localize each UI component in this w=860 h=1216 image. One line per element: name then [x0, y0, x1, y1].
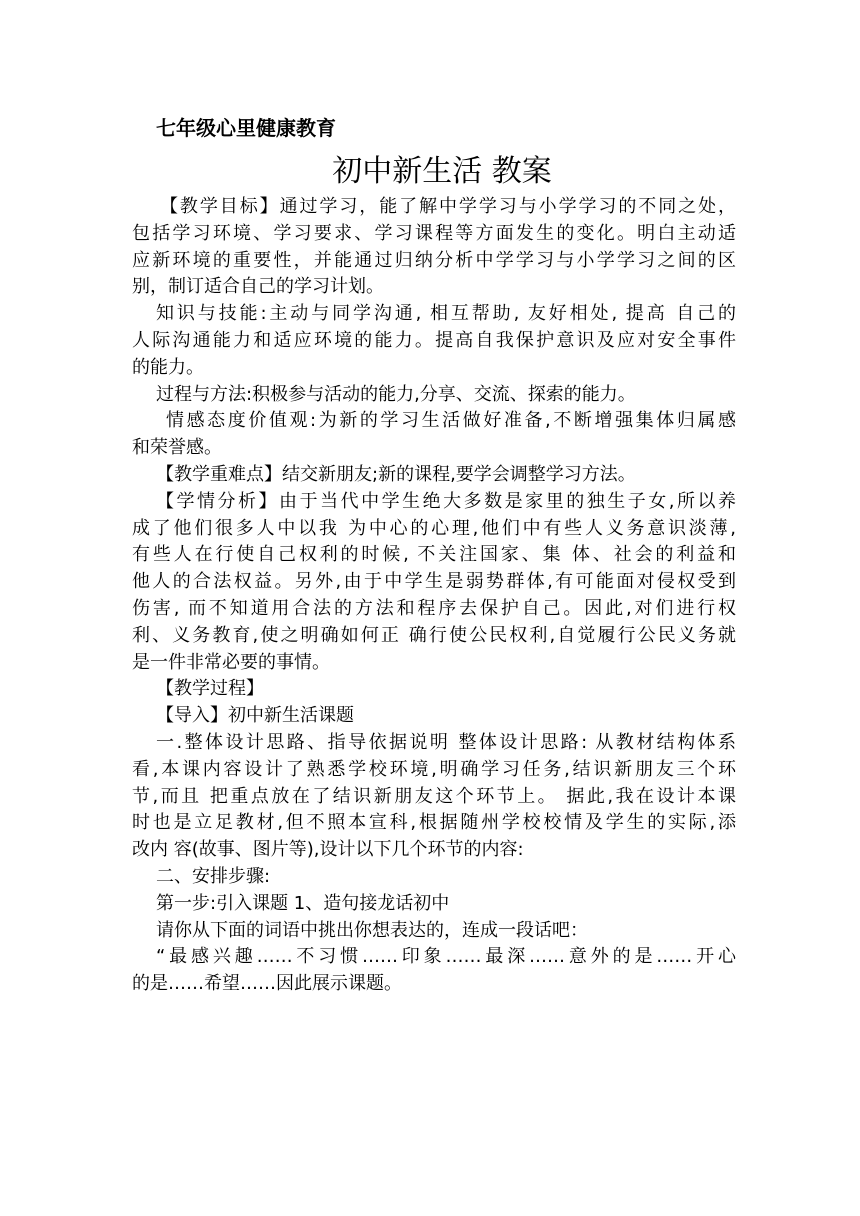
- text-line: 第一步:引入课题 1、造句接龙话初中: [156, 892, 450, 914]
- document-subtitle: 七年级心里健康教育: [156, 116, 336, 140]
- text-line: 知识与技能:主动与同学沟通, 相互帮助, 友好相处, 提高 自己的: [156, 303, 736, 325]
- text-line: 【教学重难点】结交新朋友;新的课程,要学会调整学习方法。: [156, 463, 636, 485]
- text-line: 是一件非常必要的事情。: [132, 651, 330, 673]
- document-title: 初中新生活 教案: [332, 154, 552, 189]
- text-line: 时也是立足教材,但不照本宣科,根据随州学校校情及学生的实际,添: [132, 812, 736, 834]
- text-line: 伤害, 而不知道用合法的方法和程序去保护自己。因此,对们进行权: [132, 597, 736, 619]
- text-line: 有些人在行使自己权利的时候, 不关注国家、集 体、社会的利益和: [132, 544, 736, 566]
- text-line: “最感兴趣……不习惯……印象……最深……意外的是……开心: [156, 946, 736, 968]
- text-line: 的能力。: [132, 356, 204, 378]
- text-line: 的是……希望……因此展示课题。: [132, 973, 402, 995]
- text-line: 他人的合法权益。另外,由于中学生是弱势群体,有可能面对侵权受到: [132, 571, 736, 593]
- text-line: 包括学习环境、学习要求、学习课程等方面发生的变化。明白主动适: [132, 222, 736, 244]
- text-line: 【教学目标】通过学习，能了解中学学习与小学学习的不同之处，: [160, 196, 736, 217]
- text-line: 看,本课内容设计了熟悉学校环境,明确学习任务,结识新朋友三个环: [132, 758, 736, 780]
- text-line: 和荣誉感。: [132, 437, 222, 459]
- text-line: 应新环境的重要性，并能通过归纳分析中学学习与小学学习之间的区: [132, 249, 736, 271]
- text-line: 一.整体设计思路、指导依据说明 整体设计思路: 从教材结构体系: [156, 731, 736, 753]
- text-line: 情感态度价值观:为新的学习生活做好准备,不断增强集体归属感: [166, 410, 736, 432]
- text-line: 人际沟通能力和适应环境的能力。提高自我保护意识及应对安全事件: [132, 329, 736, 351]
- text-line: 节,而且 把重点放在了结识新朋友这个环节上。 据此,我在设计本课: [132, 785, 736, 807]
- text-line: 过程与方法:积极参与活动的能力,分享、交流、探索的能力。: [156, 383, 636, 405]
- text-line: 成了他们很多人中以我 为中心的心理,他们中有些人义务意识淡薄,: [132, 517, 736, 539]
- text-line: 请你从下面的词语中挑出你想表达的，连成一段话吧：: [156, 919, 588, 941]
- text-line: 改内 容(故事、图片等),设计以下几个环节的内容:: [132, 839, 524, 861]
- text-line: 利、义务教育,使之明确如何正 确行使公民权利,自觉履行公民义务就: [132, 624, 736, 646]
- document-body: [132, 194, 736, 998]
- text-line: 【教学过程】: [156, 678, 264, 700]
- text-line: 【导入】初中新生活课题: [156, 705, 354, 727]
- text-line: 二、安排步骤:: [156, 865, 271, 887]
- text-line: 【学情分析】由于当代中学生绝大多数是家里的独生子女,所以养: [156, 490, 736, 512]
- text-line: 别，制订适合自己的学习计划。: [132, 276, 384, 298]
